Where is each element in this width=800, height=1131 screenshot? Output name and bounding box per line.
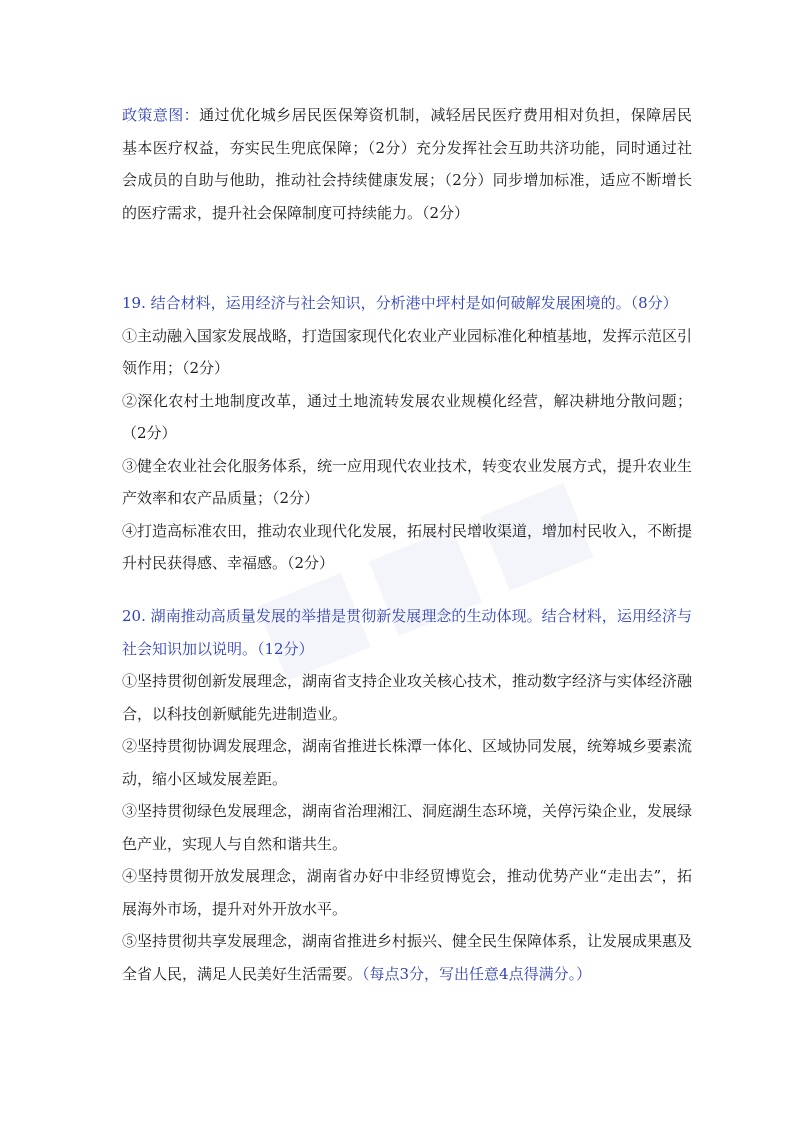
q19-answer-3: ③健全农业社会化服务体系，统一应用现代农业技术，转变农业发展方式，提升农业生产效率和农产品质量；（2分） [122,456,693,507]
q20-answer-3: ③坚持贯彻绿色发展理念，湖南省治理湘江、洞庭湖生态环境，关停污染企业，发展绿色产业，实现人与自然和谐共生。 [122,802,693,853]
policy-label: 政策意图： [122,106,200,124]
question-19-section [122,287,692,580]
policy-text: 通过优化城乡居民医保筹资机制，减轻居民医疗费用相对负担，保障居民基本医疗权益，夯实民生兜底保障；（2分）充分发挥社会互助共济功能，同时通过社会成员的自助与他助，推动社会持续健康发展；（2分）同步增加标准，适应不断增长的医疗需求，提升社会保障制度可持续能力。（2分） [122,106,692,222]
question-20-prompt: 20. 湖南推动高质量发展的举措是贯彻新发展理念的生动体现。结合材料，运用经济与社会知识加以说明。（12分） [122,607,692,658]
q20-answer-4: ④坚持贯彻开放发展理念，湖南省办好中非经贸博览会，推动优势产业“走出去”，拓展海外市场，提升对外开放水平。 [122,867,692,918]
q20-answer-1: ①坚持贯彻创新发展理念，湖南省支持企业攻关核心技术，推动数字经济与实体经济融合，以科技创新赋能先进制造业。 [122,672,693,723]
q20-answer-2: ②坚持贯彻协调发展理念，湖南省推进长株潭一体化、区域协同发展，统筹城乡要素流动，缩小区域发展差距。 [122,737,693,788]
q20-answer-5 [122,925,692,990]
q20-answer-5-text: ⑤坚持贯彻共享发展理念，湖南省推进乡村振兴、健全民生保障体系，让发展成果惠及全省人民，满足人民美好生活需要。 [122,932,693,983]
question-19-prompt: 19. 结合材料，运用经济与社会知识，分析港中坪村是如何破解发展困境的。（8分） [122,294,678,312]
q19-answer-2: ②深化农村土地制度改革，通过土地流转发展农业规模化经营，解决耕地分散问题；（2分） [122,391,692,442]
policy-intent-section [122,99,692,229]
question-20-section [122,600,692,990]
policy-paragraph [122,99,692,229]
q19-answer-1: ①主动融入国家发展战略，打造国家现代化农业产业园标准化种植基地，发挥示范区引领作用；（2分） [122,326,693,377]
q19-answer-4: ④打造高标准农田，推动农业现代化发展，拓展村民增收渠道，增加村民收入，不断提升村民获得感、幸福感。（2分） [122,521,693,572]
scoring-note: （每点3分，写出任意4点得满分。） [362,964,592,983]
